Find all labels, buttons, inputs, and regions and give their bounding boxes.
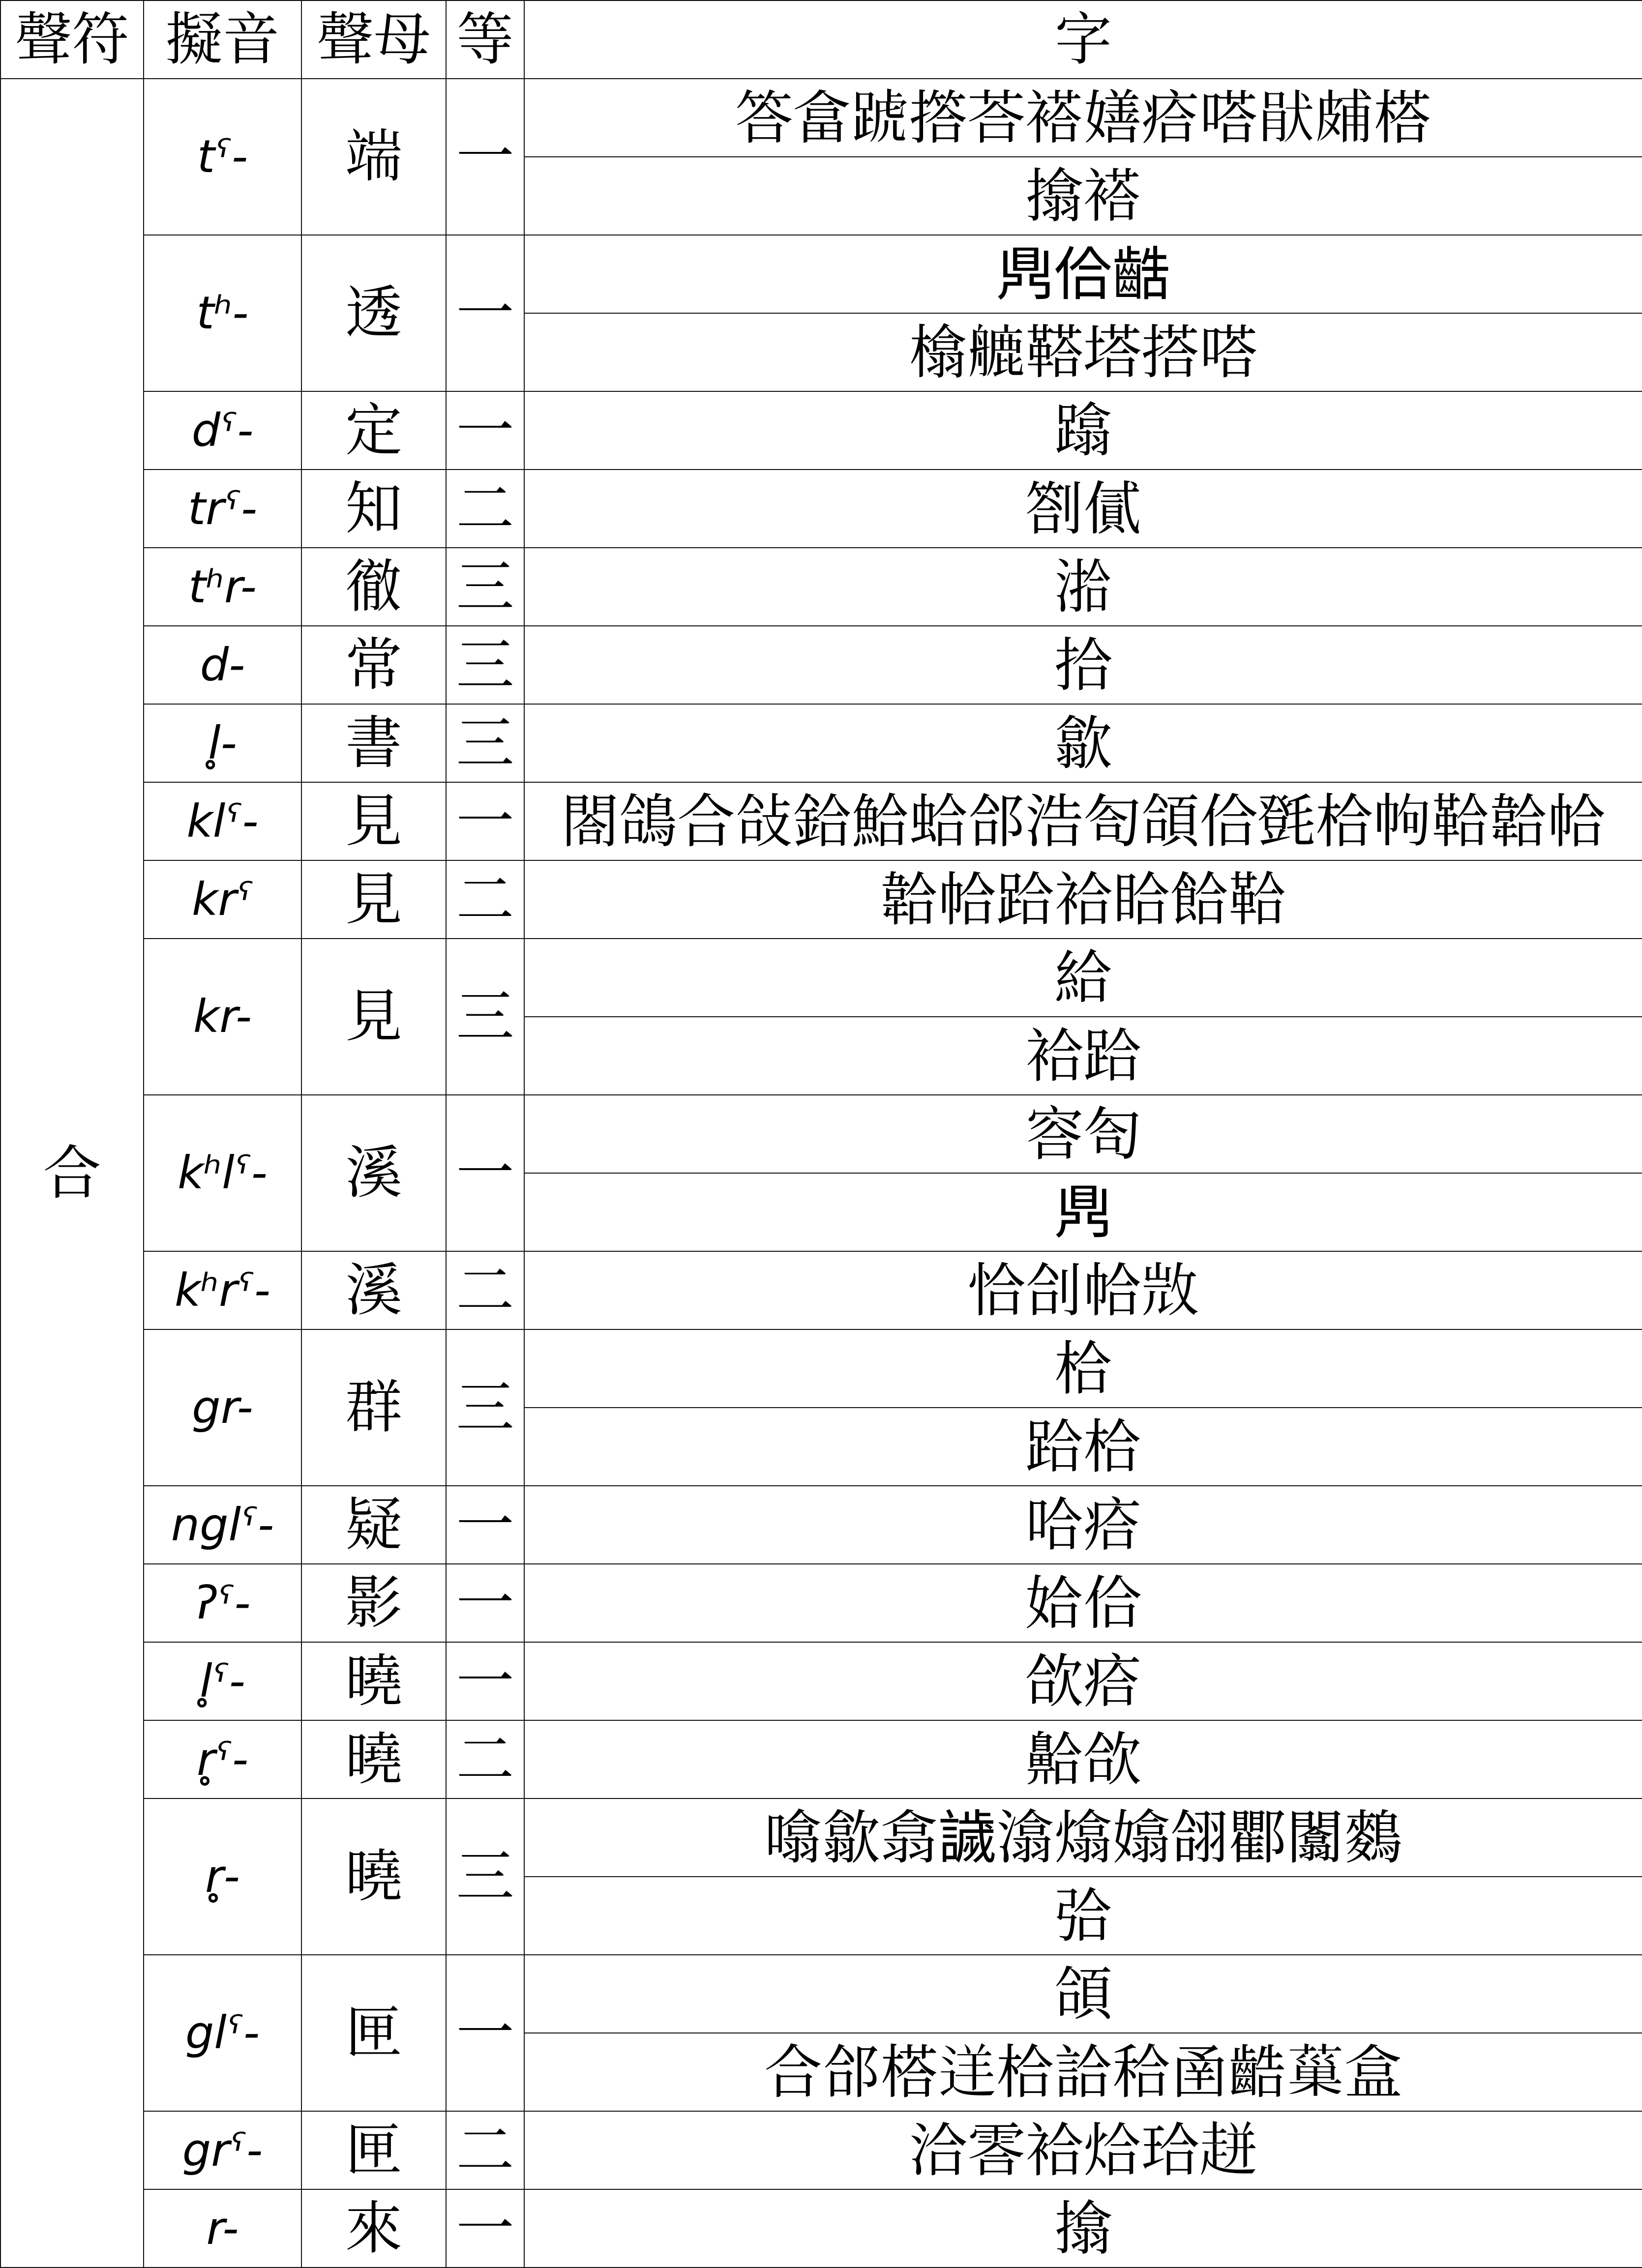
table-row — [0, 235, 1642, 313]
table-row — [0, 626, 1642, 704]
onset-cell: r̥ˤ- — [144, 1720, 301, 1798]
initial-cell: 端 — [301, 79, 446, 235]
onset-cell: l̥ˤ- — [144, 1642, 301, 1720]
characters-cell: 㭘 — [524, 1329, 1642, 1408]
division-cell: 二 — [446, 860, 524, 939]
onset-cell: r- — [144, 2189, 301, 2268]
initial-cell: 曉 — [301, 1642, 446, 1720]
characters-cell: 㩉褡 — [524, 157, 1642, 235]
characters-cell: 答畣𨂜撘荅褡嫸㾑嗒𤞣𤿭榙 — [524, 79, 1642, 157]
table-row — [0, 939, 1642, 1017]
division-cell: 二 — [446, 1251, 524, 1329]
table-row — [0, 548, 1642, 626]
characters-cell: 蹹 — [524, 391, 1642, 470]
division-cell: 一 — [446, 1642, 524, 1720]
table-row — [0, 1720, 1642, 1798]
initial-cell: 徹 — [301, 548, 446, 626]
division-cell: 一 — [446, 391, 524, 470]
characters-cell: 䶎欱 — [524, 1720, 1642, 1798]
division-cell: 一 — [446, 782, 524, 860]
division-cell: 三 — [446, 939, 524, 1095]
table-row — [0, 1486, 1642, 1564]
header-division: 等 — [446, 0, 524, 79]
initial-cell: 溪 — [301, 1251, 446, 1329]
division-cell: 一 — [446, 1564, 524, 1642]
characters-cell: 閤鴿合敆鉿鮯蛤郃浩匌頜佮㲪㭘𢂁鞈韐帢 — [524, 782, 1642, 860]
onset-cell: trˤ- — [144, 470, 301, 548]
characters-cell: 劄㒃 — [524, 470, 1642, 548]
characters-cell: 韐帢跲袷䀫餄鞈 — [524, 860, 1642, 939]
table-row — [0, 860, 1642, 939]
header-characters: 字 — [524, 0, 1642, 79]
header-phonetic: 聲符 — [0, 0, 144, 79]
characters-cell: 跲㭘 — [524, 1408, 1642, 1486]
initial-cell: 群 — [301, 1329, 446, 1486]
initial-cell: 曉 — [301, 1720, 446, 1798]
division-cell: 二 — [446, 2111, 524, 2189]
division-cell: 三 — [446, 1329, 524, 1486]
onset-cell: kʰlˤ- — [144, 1095, 301, 1251]
characters-cell: 㯓𦪇鞳塔搭嗒 — [524, 313, 1642, 391]
division-cell: 三 — [446, 704, 524, 782]
division-cell: 一 — [446, 2189, 524, 2268]
table-row — [0, 1095, 1642, 1173]
table-row — [0, 1329, 1642, 1408]
initial-cell: 見 — [301, 939, 446, 1095]
initial-cell: 透 — [301, 235, 446, 391]
characters-cell: 洽䨐袷烚珨𧻓 — [524, 2111, 1642, 2189]
characters-cell: 噏歙翕𧬨潝熻嬆翖𨟠闟𪄳 — [524, 1798, 1642, 1877]
onset-cell: klˤ- — [144, 782, 301, 860]
table-row — [0, 1955, 1642, 2033]
onset-cell: tˤ- — [144, 79, 301, 235]
division-cell: 一 — [446, 79, 524, 235]
onset-cell: l̥- — [144, 704, 301, 782]
initial-cell: 見 — [301, 782, 446, 860]
characters-cell: 頜 — [524, 1955, 1642, 2033]
initial-cell: 疑 — [301, 1486, 446, 1564]
characters-cell: 歙 — [524, 704, 1642, 782]
header-row — [0, 0, 1642, 79]
onset-cell: grˤ- — [144, 2111, 301, 2189]
onset-cell: tʰ- — [144, 235, 301, 391]
onset-cell: tʰr- — [144, 548, 301, 626]
onset-cell: krˤ — [144, 860, 301, 939]
table-row — [0, 1564, 1642, 1642]
characters-cell: 𪔂 — [524, 1173, 1642, 1251]
initial-cell: 書 — [301, 704, 446, 782]
division-cell: 一 — [446, 1955, 524, 2111]
onset-cell: d- — [144, 626, 301, 704]
division-cell: 一 — [446, 235, 524, 391]
initial-cell: 來 — [301, 2189, 446, 2268]
initial-cell: 匣 — [301, 2111, 446, 2189]
initial-cell: 曉 — [301, 1798, 446, 1955]
onset-cell: glˤ- — [144, 1955, 301, 2111]
table-row — [0, 470, 1642, 548]
characters-cell: 湁 — [524, 548, 1642, 626]
initial-cell: 定 — [301, 391, 446, 470]
table-row — [0, 1642, 1642, 1720]
division-cell: 二 — [446, 1720, 524, 1798]
characters-cell: 㩉 — [524, 2189, 1642, 2268]
characters-cell: 𪔂佮䶜 — [524, 235, 1642, 313]
division-cell: 一 — [446, 1095, 524, 1251]
characters-cell: 拾 — [524, 626, 1642, 704]
characters-cell: 䆟匌 — [524, 1095, 1642, 1173]
onset-cell: dˤ- — [144, 391, 301, 470]
initial-cell: 知 — [301, 470, 446, 548]
table-row — [0, 1251, 1642, 1329]
characters-cell: 哈㾑 — [524, 1486, 1642, 1564]
characters-cell: 欱㾑 — [524, 1642, 1642, 1720]
onset-cell: kʰrˤ- — [144, 1251, 301, 1329]
division-cell: 三 — [446, 548, 524, 626]
header-onset: 擬音 — [144, 0, 301, 79]
table-row — [0, 2111, 1642, 2189]
characters-cell: 姶佮 — [524, 1564, 1642, 1642]
table-row — [0, 704, 1642, 782]
onset-cell: nglˤ- — [144, 1486, 301, 1564]
division-cell: 三 — [446, 626, 524, 704]
phonetic-component-cell: 合 — [0, 79, 144, 2268]
initial-cell: 見 — [301, 860, 446, 939]
initial-cell: 溪 — [301, 1095, 446, 1251]
table-row — [0, 782, 1642, 860]
header-initial: 聲母 — [301, 0, 446, 79]
division-cell: 三 — [446, 1798, 524, 1955]
characters-cell: 㢵 — [524, 1877, 1642, 1955]
characters-cell: 給 — [524, 939, 1642, 1017]
table-row — [0, 79, 1642, 157]
initial-cell: 常 — [301, 626, 446, 704]
onset-cell: ʔˤ- — [144, 1564, 301, 1642]
onset-cell: r̥- — [144, 1798, 301, 1955]
characters-cell: 合郃榙𨒫㭘詥秴圅䶜𦸛盒 — [524, 2033, 1642, 2111]
characters-cell: 恰㓣帢𣁋 — [524, 1251, 1642, 1329]
onset-cell: gr- — [144, 1329, 301, 1486]
onset-cell: kr- — [144, 939, 301, 1095]
table-row — [0, 391, 1642, 470]
table-row — [0, 2189, 1642, 2268]
table-row — [0, 1798, 1642, 1877]
division-cell: 二 — [446, 470, 524, 548]
initial-cell: 匣 — [301, 1955, 446, 2111]
division-cell: 一 — [446, 1486, 524, 1564]
characters-cell: 袷跲 — [524, 1017, 1642, 1095]
initial-cell: 影 — [301, 1564, 446, 1642]
